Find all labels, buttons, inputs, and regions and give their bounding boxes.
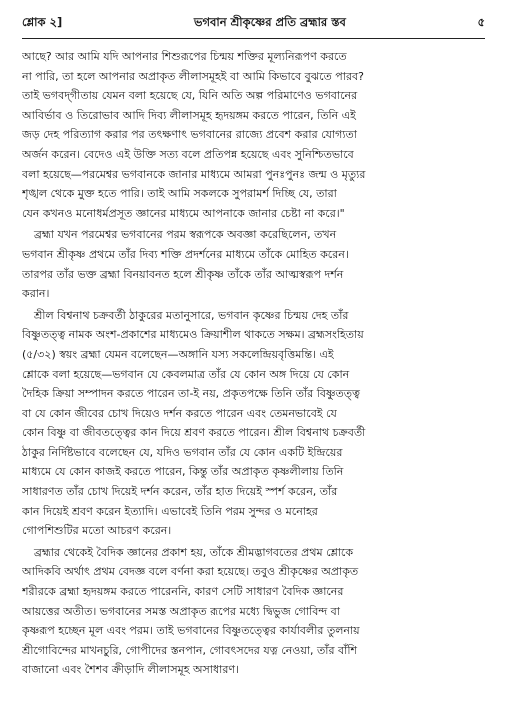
- text-line: অর্জন করেন। বেদেও এই উক্তি সত্য বলে প্রতিপন্ন হয়েছে এবং সুনিশ্চিতভাবে: [22, 147, 354, 161]
- text-line: কোন বিষ্ণু বা জীবতত্ত্বের কান দিয়ে শ্রবণ করতে পারেন। শ্রীল বিশ্বনাথ চক্রবর্তী: [22, 426, 366, 440]
- text-line: ভগবান শ্রীকৃষ্ণ প্রথমে তাঁর দিব্য শক্তি প্রদর্শনের মাধ্যমে তাঁকে মোহিত করেন।: [22, 247, 349, 261]
- text-line: সাধারণত তাঁর চোখ দিয়েই দর্শন করেন, তাঁর হাত দিয়েই স্পর্শ করেন, তাঁর: [22, 485, 338, 499]
- text-line: জড় দেহ পরিত্যাগ করার পর তৎক্ষণাৎ ভগবানের রাজ্যে প্রবেশ করার যোগ্যতা: [22, 128, 357, 142]
- header-verse-label: শ্লোক ২]: [22, 15, 63, 29]
- page-body: [22, 47, 485, 680]
- text-line: বাজানো এবং শৈশব ক্রীড়াদি লীলাসমূহ অসাধারণ।: [22, 663, 239, 677]
- text-line: শ্লোকে বলা হয়েছে—ভগবান যে কেবলমাত্র তাঁর যে কোন অঙ্গ দিয়ে যে কোন: [22, 367, 350, 381]
- text-line: ব্রহ্মার থেকেই বৈদিক জ্ঞানের প্রকাশ হয়, তাঁকে শ্রীমদ্ভাগবতের প্রথম শ্লোকে: [34, 545, 354, 559]
- text-line: শরীরকে ব্রহ্মা হৃদয়ঙ্গম করতে পারেননি, কারণ সেটি সাধারণ বৈদিক জ্ঞানের: [22, 585, 344, 599]
- text-line: না পারি, তা হলে আপনার অপ্রাকৃত লীলাসমূহই বা আমি কিভাবে বুঝতে পারব?: [22, 69, 364, 83]
- text-line: (৫/৩২) স্বয়ং ব্রহ্মা যেমন বলেছেন—অঙ্গানি যস্য সকলেন্দ্রিয়বৃত্তিমন্তি। এই: [22, 347, 334, 361]
- text-line: যেন কখনও মনোধর্মপ্রসূত জ্ঞানের মাধ্যমে আপনাকে জানার চেষ্টা না করে।": [22, 206, 345, 220]
- text-line: ব্রহ্মা যখন পরমেশ্বর ভগবানের পরম স্বরূপকে অবজ্ঞা করেছিলেন, তখন: [34, 228, 337, 242]
- paragraph: [22, 543, 485, 680]
- text-line: দৈহিক ক্রিয়া সম্পাদন করতে পারেন তা-ই নয়, প্রকৃতপক্ষে তিনি তাঁর বিষ্ণুতত্ত্ব: [22, 387, 360, 401]
- running-header: [22, 14, 485, 38]
- paragraph: [22, 306, 485, 541]
- text-line: গোপশিশুটির মতো আচরণ করেন।: [22, 524, 172, 538]
- paragraph: [22, 225, 485, 303]
- text-line: মাধ্যমে যে কোন কাজই করতে পারেন, কিন্তু তাঁর অপ্রাকৃত কৃষ্ণলীলায় তিনি: [22, 465, 344, 479]
- header-chapter-title: ভগবান শ্রীকৃষ্ণের প্রতি ব্রহ্মার স্তব: [193, 15, 346, 29]
- paragraph: [22, 47, 485, 223]
- text-line: শ্রীগোবিন্দের মাখনচুরি, গোপীদের স্তনপান, গোবৎসদের যত্ন নেওয়া, তাঁর বাঁশি: [22, 643, 357, 657]
- text-line: তাই ভগবদ্‌গীতায় যেমন বলা হয়েছে যে, যিনি অতি অল্প পরিমাণেও ভগবানের: [22, 89, 358, 103]
- text-line: বলা হয়েছে—পরমেশ্বর ভগবানকে জানার মাধ্যমে আমরা পুনঃপুনঃ জন্ম ও মৃত্যুর: [22, 167, 366, 181]
- text-line: শ্রীল বিশ্বনাথ চক্রবর্তী ঠাকুরের মতানুসারে, ভগবান কৃষ্ণের চিন্ময় দেহ তাঁর: [34, 308, 349, 322]
- text-line: তারপর তাঁর ভক্ত ব্রহ্মা বিনয়াবনত হলে শ্রীকৃষ্ণ তাঁকে তাঁর আত্মস্বরূপ দর্শন: [22, 267, 344, 281]
- text-line: আছে? আর আমি যদি আপনার শিশুরূপের চিন্ময় শক্তির মূল্যনিরূপণ করতে: [22, 50, 347, 63]
- text-line: আদিকবি অর্থাৎ প্রথম বেদজ্ঞ বলে বর্ণনা করা হয়েছে। তবুও শ্রীকৃষ্ণের অপ্রাকৃত: [22, 565, 359, 579]
- text-line: কান দিয়েই শ্রবণ করেন ইত্যাদি। এভাবেই তিনি পরম সুন্দর ও মনোহর: [22, 504, 318, 518]
- page-number: ৫: [477, 15, 485, 29]
- text-line: আবির্ভাব ও তিরোভাব আদি দিব্য লীলাসমূহ হৃদয়ঙ্গম করতে পারেন, তিনি এই: [22, 108, 356, 122]
- text-line: ঠাকুর নির্দিষ্টভাবে বলেছেন যে, যদিও ভগবান তাঁর যে কোন একটি ইন্দ্রিয়ের: [22, 445, 343, 459]
- text-line: বা যে কোন জীবের চোখ দিয়েও দর্শন করতে পারেন এবং তেমনভাবেই যে: [22, 406, 337, 420]
- text-line: বিষ্ণুতত্ত্ব নামক অংশ-প্রকাশের মাধ্যমেও ক্রিয়াশীল থাকতে সক্ষম। ব্রহ্মসংহিতায়: [22, 328, 364, 342]
- header-rule: [22, 38, 485, 39]
- text-line: করান।: [22, 287, 50, 301]
- text-line: কৃষ্ণরূপ হচ্ছেন মূল এবং পরম। তাই ভগবানের বিষ্ণুতত্ত্বের কার্যাবলীর তুলনায়: [22, 624, 360, 638]
- text-line: শৃঙ্খল থেকে মুক্ত হতে পারি। তাই আমি সকলকে সুপরামর্শ দিচ্ছি যে, তারা: [22, 187, 337, 201]
- text-line: আয়ত্তের অতীত। ভগবানের সমস্ত অপ্রাকৃত রূপের মধ্যে দ্বিভুজ গোবিন্দ বা: [22, 604, 340, 618]
